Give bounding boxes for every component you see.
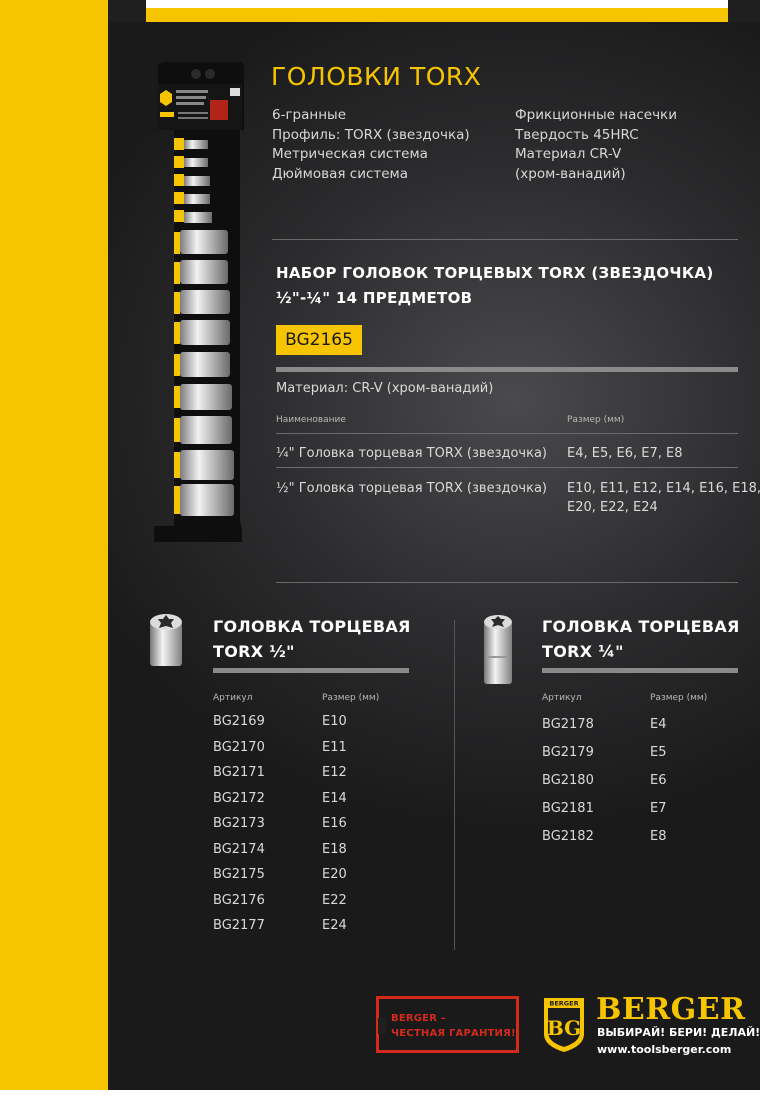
set-row-size-cont: E20, E22, E24 — [567, 500, 658, 515]
size-cell: E22 — [322, 893, 347, 908]
guarantee-text — [391, 1011, 516, 1041]
guarantee-line1: BERGER – — [391, 1013, 446, 1024]
size-cell: E24 — [322, 918, 347, 933]
divider — [272, 239, 738, 240]
feature-item: (хром-ванадий) — [515, 165, 626, 182]
divider — [276, 467, 738, 468]
brand-slogan: ВЫБИРАЙ! БЕРИ! ДЕЛАЙ! — [597, 1026, 761, 1039]
col-header-size: Размер (мм) — [322, 693, 380, 703]
quarter-inch-title-line2: TORX ¼" — [542, 642, 624, 661]
guarantee-box-notch — [378, 1018, 386, 1034]
quarter-inch-title — [542, 614, 740, 664]
feature-item: Фрикционные насечки — [515, 107, 677, 123]
features-right — [515, 106, 677, 184]
set-row-name: ½" Головка торцевая TORX (звездочка) — [276, 481, 547, 496]
article-cell: BG2178 — [542, 717, 594, 732]
feature-item: 6-гранные — [272, 107, 347, 123]
divider — [276, 433, 738, 434]
divider-thick — [542, 668, 738, 673]
quarter-inch-title-line1: ГОЛОВКА ТОРЦЕВАЯ — [542, 617, 740, 636]
col-header-article: Артикул — [213, 693, 253, 703]
set-title — [276, 261, 713, 311]
half-inch-socket-icon — [144, 608, 188, 670]
half-inch-title — [213, 614, 411, 664]
article-cell: BG2174 — [213, 842, 265, 857]
divider — [276, 582, 738, 583]
feature-item: Профиль: TORX (звездочка) — [272, 126, 470, 143]
size-cell: E10 — [322, 714, 347, 729]
yellow-top-band — [146, 8, 728, 22]
size-cell: E6 — [650, 773, 667, 788]
size-cell: E16 — [322, 816, 347, 831]
guarantee-line2: ЧЕСТНАЯ ГАРАНТИЯ! — [391, 1028, 516, 1039]
feature-item: Материал CR-V — [515, 146, 622, 162]
bottom-margin — [0, 1090, 784, 1100]
set-title-line1: НАБОР ГОЛОВОК ТОРЦЕВЫХ TORX (ЗВЕЗДОЧКА) — [276, 264, 714, 282]
set-row-name: ¼" Головка торцевая TORX (звездочка) — [276, 446, 547, 461]
size-cell: E18 — [322, 842, 347, 857]
divider-thick — [276, 367, 738, 372]
half-inch-title-line2: TORX ½" — [213, 642, 295, 661]
brand-url[interactable]: www.toolsberger.com — [597, 1043, 732, 1056]
berger-logo-icon — [540, 994, 588, 1054]
article-cell: BG2179 — [542, 745, 594, 760]
col-header-name: Наименование — [276, 415, 346, 425]
col-header-size: Размер (мм) — [567, 415, 625, 425]
divider-thick — [213, 668, 409, 673]
set-row-size: E10, E11, E12, E14, E16, E18, — [567, 481, 761, 496]
article-cell: BG2182 — [542, 829, 594, 844]
size-cell: E7 — [650, 801, 667, 816]
size-cell: E5 — [650, 745, 667, 760]
set-code-badge: BG2165 — [276, 325, 362, 355]
article-cell: BG2170 — [213, 740, 265, 755]
quarter-inch-socket-icon — [478, 608, 518, 688]
size-cell: E14 — [322, 791, 347, 806]
article-cell: BG2181 — [542, 801, 594, 816]
article-cell: BG2171 — [213, 765, 265, 780]
section-divider — [454, 620, 455, 950]
size-cell: E12 — [322, 765, 347, 780]
page-title: ГОЛОВКИ TORX — [271, 62, 482, 91]
article-cell: BG2172 — [213, 791, 265, 806]
article-cell: BG2180 — [542, 773, 594, 788]
guarantee-box — [376, 996, 519, 1053]
socket-set-rack-image — [152, 60, 248, 544]
set-title-line2: ½"-¼" 14 ПРЕДМЕТОВ — [276, 289, 473, 307]
half-inch-title-line1: ГОЛОВКА ТОРЦЕВАЯ — [213, 617, 411, 636]
article-cell: BG2177 — [213, 918, 265, 933]
set-row-size: E4, E5, E6, E7, E8 — [567, 446, 683, 461]
brand-name: BERGER — [596, 992, 746, 1027]
size-cell: E20 — [322, 867, 347, 882]
article-cell: BG2169 — [213, 714, 265, 729]
logo-wordmark: BERGER — [549, 999, 579, 1008]
dark-corner-left — [108, 0, 146, 22]
features-left — [272, 106, 470, 184]
feature-item: Твердость 45HRC — [515, 126, 639, 143]
article-cell: BG2173 — [213, 816, 265, 831]
size-cell: E11 — [322, 740, 347, 755]
right-margin — [760, 0, 784, 1100]
article-cell: BG2176 — [213, 893, 265, 908]
size-cell: E8 — [650, 829, 667, 844]
set-material: Материал: CR-V (хром-ванадий) — [276, 381, 494, 396]
article-cell: BG2175 — [213, 867, 265, 882]
size-cell: E4 — [650, 717, 667, 732]
feature-item: Дюймовая система — [272, 165, 409, 182]
feature-item: Метрическая система — [272, 146, 428, 162]
yellow-side-band — [0, 0, 108, 1100]
large-sockets — [174, 230, 234, 516]
col-header-size: Размер (мм) — [650, 693, 708, 703]
logo-monogram: BG — [546, 1016, 582, 1040]
col-header-article: Артикул — [542, 693, 582, 703]
